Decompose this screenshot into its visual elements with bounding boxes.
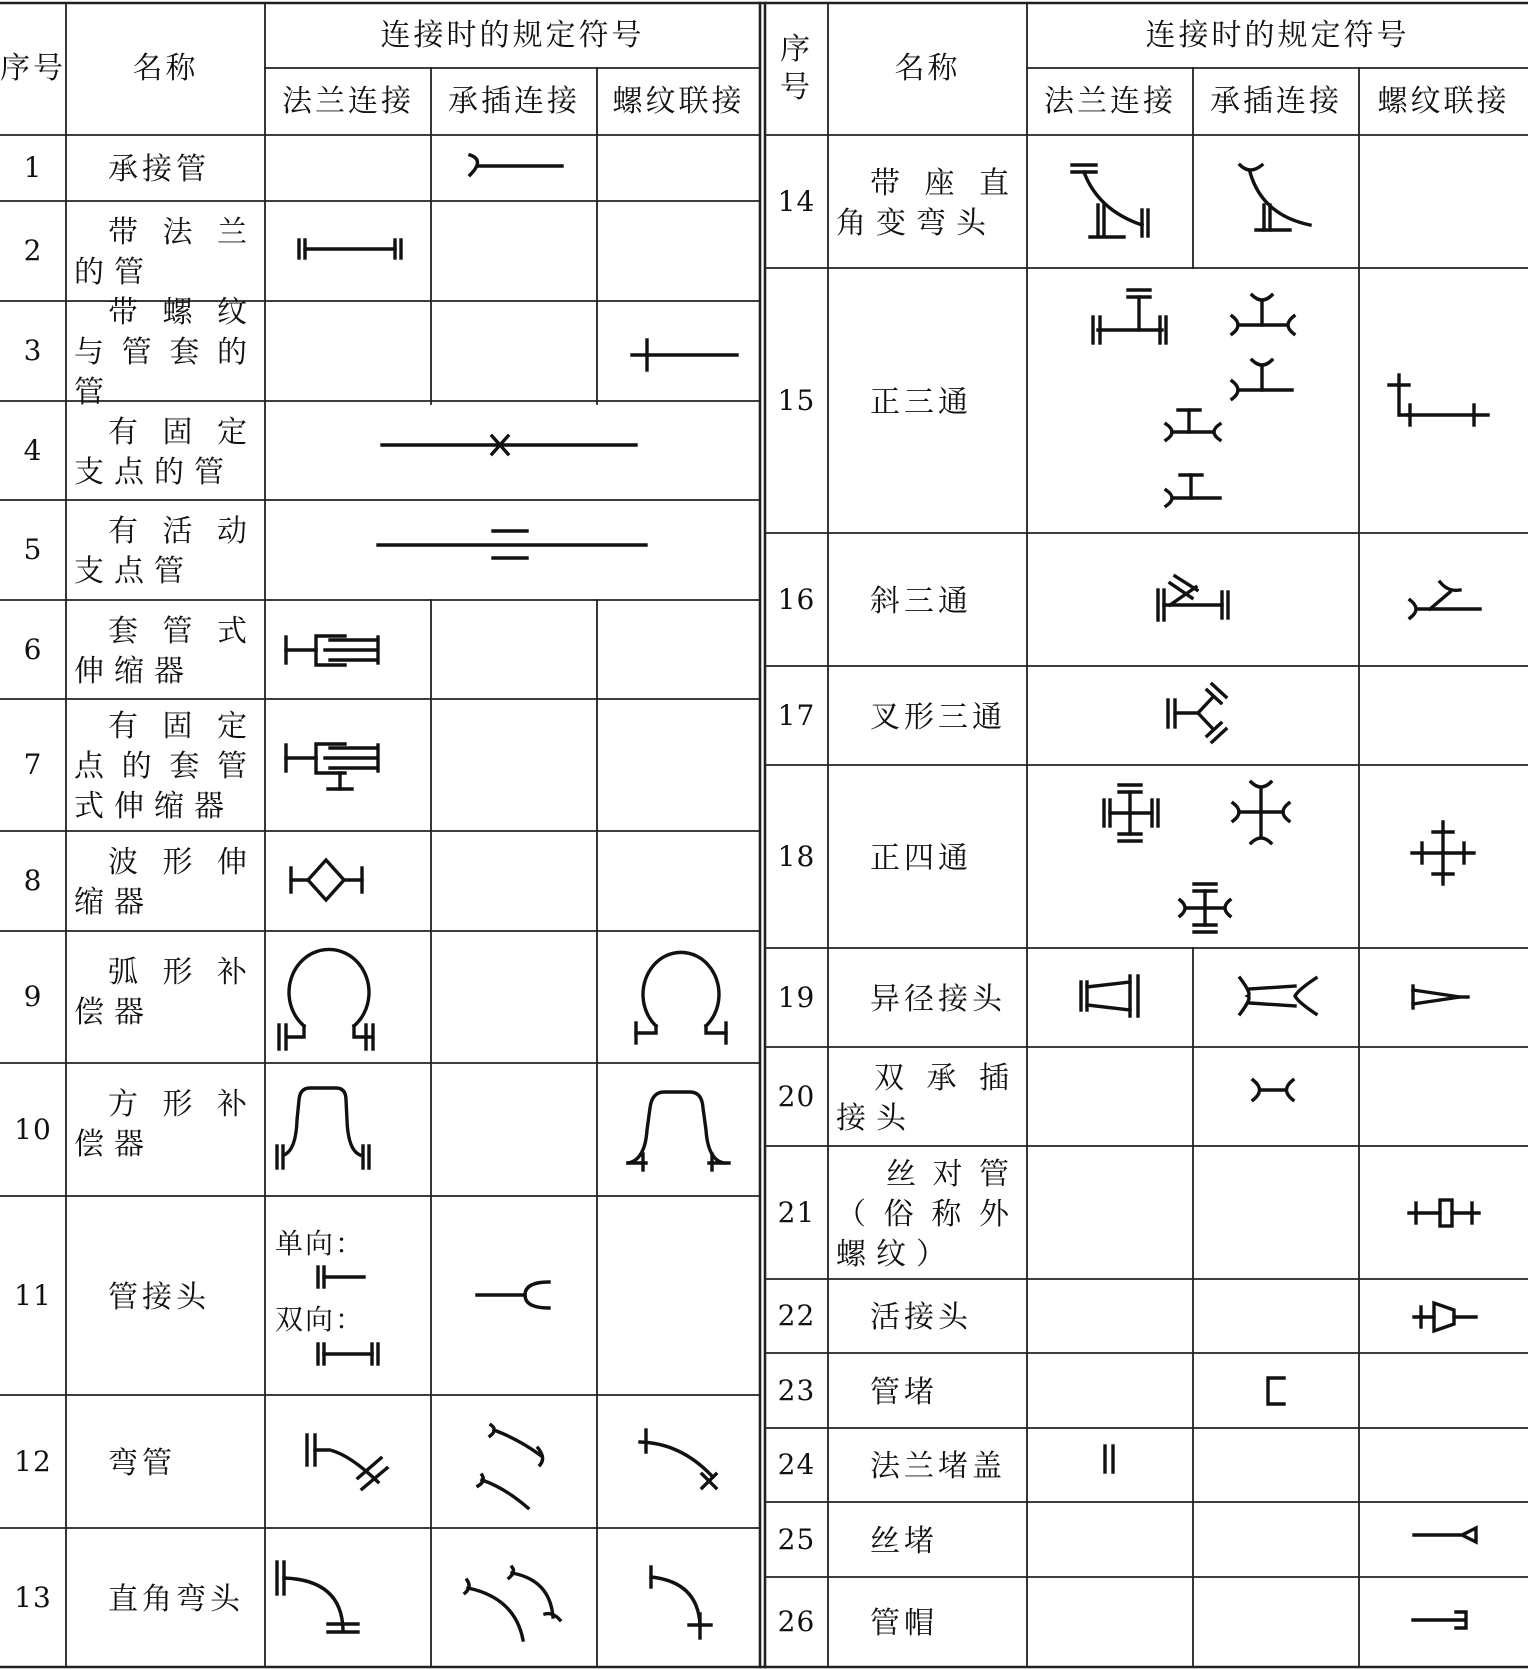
- symbol-18-flange-cross: [1104, 785, 1158, 841]
- row-name-text: 带法兰的管: [74, 215, 257, 290]
- row-number: 2: [23, 234, 43, 267]
- row-name: [828, 1047, 1027, 1146]
- row-name-text: 法兰堵盖: [870, 1449, 1006, 1484]
- row-name: [828, 666, 1027, 765]
- row-name: [828, 1428, 1027, 1502]
- header-thread-right: 螺纹联接: [1377, 83, 1510, 119]
- row-name: [828, 268, 1027, 533]
- row-name-text: 丝堵: [870, 1523, 938, 1559]
- symbol-19-reducer-socket: [1240, 978, 1316, 1014]
- row-number: 3: [23, 334, 43, 367]
- symbol-15-socket-tee-a: [1232, 295, 1294, 334]
- symbol-11-joint-socket: [477, 1282, 549, 1308]
- row-name: [828, 135, 1027, 268]
- row-name-text: 正四通: [870, 840, 972, 876]
- row-name-text: 管堵: [870, 1374, 938, 1410]
- row-name: [828, 1353, 1027, 1428]
- row-number: 4: [23, 433, 43, 467]
- symbol-14-socket: [1240, 165, 1310, 230]
- symbol-15-socket-tee-b: [1232, 360, 1292, 399]
- symbol-10-square-thread: [628, 1092, 729, 1170]
- symbol-15-flange-tee: [1093, 290, 1166, 343]
- symbol-18-mixed-cross: [1180, 884, 1230, 932]
- row-name: [828, 948, 1027, 1047]
- row-name-text: 管接头: [108, 1279, 210, 1315]
- symbol-1-socket: [470, 155, 562, 175]
- header-seq-left: 序号: [0, 51, 66, 86]
- row-name-text: 弯管: [108, 1445, 176, 1481]
- symbol-19-reducer-flange: [1081, 976, 1138, 1016]
- symbol-15-socket-tee-c: [1166, 410, 1220, 440]
- row-name: [66, 135, 265, 201]
- symbol-2-flange: [299, 240, 401, 258]
- row-name-text: 叉形三通: [870, 699, 1006, 735]
- row-number: 18: [777, 839, 816, 873]
- row-name-text: 弧形补偿器: [74, 955, 257, 1030]
- header-flange-left: 法兰连接: [282, 83, 414, 119]
- row-number: 9: [23, 980, 43, 1013]
- row-number: 14: [777, 184, 816, 218]
- row-number: 7: [23, 748, 43, 781]
- symbol-15-thread-tee: [1389, 375, 1488, 425]
- row-name-text: 异径接头: [870, 981, 1006, 1017]
- symbol-6-sleeve-expander: [286, 636, 378, 665]
- header-name-left: 名称: [132, 51, 199, 86]
- row-name-text: 正三通: [870, 384, 972, 420]
- row-name-text: 带螺纹与管套的管: [74, 295, 257, 410]
- row-number: 22: [777, 1299, 816, 1332]
- symbol-9-arc-thread: [636, 952, 726, 1043]
- symbol-12-bend-thread: [640, 1430, 716, 1488]
- row-name: [66, 931, 265, 1063]
- symbol-18-socket-cross: [1233, 782, 1289, 843]
- header-socket-right: 承插连接: [1210, 83, 1342, 119]
- symbol-26-pipe-cap: [1413, 1612, 1466, 1628]
- row-number: 12: [14, 1444, 52, 1478]
- symbol-13-elbow-thread: [651, 1567, 711, 1638]
- row-number: 26: [777, 1605, 816, 1638]
- symbol-7-fixed-sleeve-expander: [286, 744, 378, 789]
- row-name: [828, 1502, 1027, 1577]
- symbol-13-elbow-socket: [465, 1567, 560, 1640]
- symbol-3-thread: [632, 340, 737, 370]
- row-name-text: 丝对管（俗称外螺纹）: [836, 1156, 1019, 1272]
- row-name: [828, 1279, 1027, 1353]
- header-name-right: 名称: [894, 51, 961, 86]
- symbol-8-bellows: [291, 860, 362, 900]
- row-number: 10: [14, 1112, 52, 1146]
- note-double: 双向：: [275, 1303, 366, 1336]
- symbol-5-sliding-support: [378, 531, 646, 558]
- row-name-text: 套管式伸缩器: [74, 613, 257, 689]
- header-socket-left: 承插连接: [448, 83, 580, 119]
- symbol-15-socket-tee-d: [1166, 475, 1220, 506]
- row-number: 11: [14, 1278, 52, 1312]
- row-name: [66, 1196, 265, 1395]
- symbol-16-oblique-tee: [1158, 576, 1228, 620]
- header-symbols-left: 连接时的规定符号: [380, 17, 645, 53]
- header-thread-left: 螺纹联接: [612, 83, 745, 119]
- row-number: 24: [777, 1448, 816, 1481]
- row-name: [66, 699, 265, 831]
- row-name: [828, 1146, 1027, 1279]
- row-number: 8: [23, 864, 43, 897]
- row-name-text: 波形伸缩器: [74, 845, 257, 920]
- row-number: 19: [777, 980, 816, 1014]
- row-name-text: 有固定点的套管式伸缩器: [74, 709, 257, 824]
- row-name: [66, 401, 265, 500]
- note-single: 单向：: [275, 1227, 366, 1260]
- row-number: 5: [23, 533, 43, 566]
- row-number: 16: [777, 582, 816, 616]
- row-name-text: 有固定支点的管: [74, 414, 257, 490]
- row-name: [66, 201, 265, 301]
- row-number: 6: [23, 632, 43, 666]
- symbol-12-bend-flange: [307, 1435, 387, 1489]
- row-name-text: 双承插接头: [836, 1060, 1019, 1136]
- row-name: [66, 831, 265, 931]
- row-name-text: 承接管: [108, 152, 210, 187]
- row-number: 20: [777, 1079, 816, 1113]
- row-name: [828, 1577, 1027, 1667]
- symbol-4-fixed-support: [382, 436, 636, 454]
- symbol-13-elbow-flange: [277, 1562, 358, 1632]
- symbol-14-flange: [1072, 165, 1148, 237]
- row-name-text: 管帽: [870, 1606, 938, 1641]
- row-name-text: 有活动支点管: [74, 514, 257, 589]
- row-name-text: 直角弯头: [108, 1581, 244, 1617]
- row-name: [66, 295, 265, 410]
- row-name: [66, 1063, 265, 1196]
- row-number: 13: [14, 1580, 52, 1614]
- row-name: [66, 500, 265, 600]
- row-name-text: 斜三通: [870, 583, 972, 619]
- row-number: 17: [777, 698, 816, 732]
- symbol-17-fork-tee: [1168, 684, 1226, 742]
- row-name: [66, 600, 265, 699]
- row-name-text: 带座直角变弯头: [836, 165, 1019, 241]
- row-name: [828, 533, 1027, 666]
- symbol-18-thread-cross: [1412, 822, 1474, 884]
- row-name: [66, 1528, 265, 1667]
- header-symbols-right: 连接时的规定符号: [1145, 17, 1410, 53]
- row-number: 15: [777, 383, 816, 417]
- row-number: 21: [777, 1195, 816, 1229]
- row-name-text: 活接头: [870, 1300, 972, 1335]
- symbol-19-reducer-thread: [1413, 986, 1468, 1008]
- symbol-12-bend-socket: [478, 1425, 543, 1508]
- row-name-text: 方形补偿器: [74, 1087, 257, 1162]
- row-number: 1: [23, 151, 43, 184]
- header-seq-right: 序号: [780, 32, 813, 105]
- row-number: 23: [777, 1373, 816, 1407]
- symbol-9-arc-flange: [279, 949, 373, 1049]
- row-name: [66, 1395, 265, 1528]
- symbol-21-nipple: [1409, 1200, 1479, 1226]
- symbol-23-plug: [1268, 1378, 1284, 1404]
- header-flange-right: 法兰连接: [1044, 83, 1176, 119]
- symbol-16-thread-oblique-tee: [1410, 582, 1480, 618]
- row-number: 25: [777, 1522, 816, 1556]
- row-name: [828, 765, 1027, 948]
- symbol-25-thread-plug: [1414, 1528, 1476, 1542]
- symbol-10-square-flange: [277, 1088, 369, 1168]
- symbol-22-union: [1414, 1303, 1476, 1331]
- symbol-24-blind-flange: [1105, 1446, 1113, 1472]
- symbol-20-double-socket: [1253, 1080, 1293, 1100]
